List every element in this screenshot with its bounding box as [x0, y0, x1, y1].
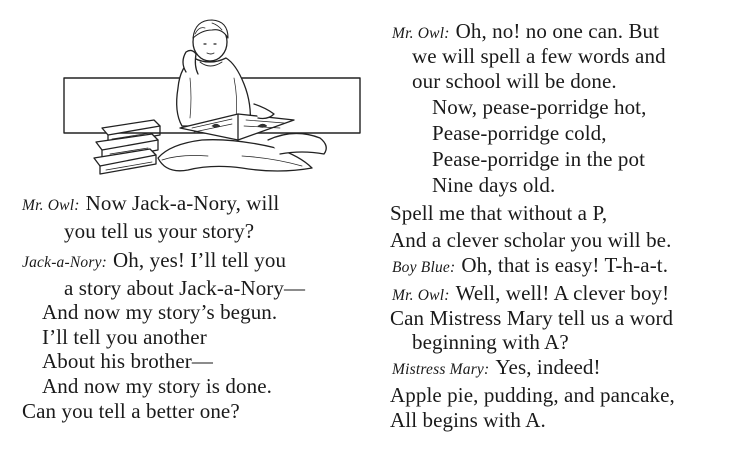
right-line-9 — [390, 228, 671, 252]
line-text: Well, well! A clever boy! — [455, 281, 670, 305]
line-text: Can you tell a better one? — [22, 399, 240, 423]
left-line-2 — [64, 219, 254, 243]
right-line-6 — [432, 147, 645, 171]
line-text: Can Mistress Mary tell us a word — [390, 306, 674, 330]
line-text: Now Jack-a-Nory, will — [85, 191, 280, 215]
right-line-10 — [392, 253, 668, 280]
line-text: Oh, yes! I’ll tell you — [113, 248, 287, 272]
line-text: Nine days old. — [432, 173, 556, 197]
right-line-16 — [390, 408, 546, 432]
speaker-label: Jack-a-Nory: — [22, 254, 108, 271]
right-line-8 — [390, 201, 607, 225]
line-text: Apple pie, pudding, and pancake, — [390, 383, 675, 407]
left-line-6 — [42, 325, 207, 349]
speaker-label: Mr. Owl: — [392, 25, 450, 42]
speaker-label: Mr. Owl: — [392, 287, 450, 304]
right-line-11 — [392, 281, 669, 308]
right-line-2 — [412, 44, 666, 68]
right-line-7 — [432, 173, 555, 197]
line-text: Now, pease-porridge hot, — [432, 95, 647, 119]
line-text: Oh, no! no one can. But — [455, 19, 660, 43]
right-line-12 — [390, 306, 673, 330]
line-text: Oh, that is easy! T-h-a-t. — [461, 253, 669, 277]
right-line-3 — [412, 69, 617, 93]
right-line-14 — [392, 355, 601, 382]
left-line-5 — [42, 300, 277, 324]
line-text: a story about Jack-a-Nory— — [64, 276, 306, 300]
left-line-8 — [42, 374, 272, 398]
line-text: About his brother— — [42, 349, 213, 373]
right-line-5 — [432, 121, 607, 145]
line-text: Pease-porridge cold, — [432, 121, 607, 145]
left-line-7 — [42, 349, 213, 373]
line-text: we will spell a few words and — [412, 44, 666, 68]
line-text: And now my story is done. — [42, 374, 272, 398]
right-line-4 — [432, 95, 646, 119]
left-line-1 — [22, 191, 279, 218]
left-line-3 — [22, 248, 286, 275]
line-text: I’ll tell you another — [42, 325, 207, 349]
line-text: beginning with A? — [412, 330, 569, 354]
left-line-9 — [22, 399, 240, 423]
boy-reading-illustration — [62, 8, 362, 183]
right-line-13 — [412, 330, 569, 354]
right-line-1 — [392, 19, 659, 46]
speaker-label: Mistress Mary: — [392, 361, 490, 378]
speaker-label: Boy Blue: — [392, 259, 456, 276]
left-line-4 — [64, 276, 305, 300]
line-text: Spell me that without a P, — [390, 201, 608, 225]
speaker-label: Mr. Owl: — [22, 197, 80, 214]
right-line-15 — [390, 383, 675, 407]
line-text: our school will be done. — [412, 69, 617, 93]
line-text: And now my story’s begun. — [42, 300, 278, 324]
line-text: you tell us your story? — [64, 219, 255, 243]
line-text: Pease-porridge in the pot — [432, 147, 646, 171]
line-text: All begins with A. — [390, 408, 546, 432]
line-text: And a clever scholar you will be. — [390, 228, 672, 252]
line-text: Yes, indeed! — [495, 355, 601, 379]
